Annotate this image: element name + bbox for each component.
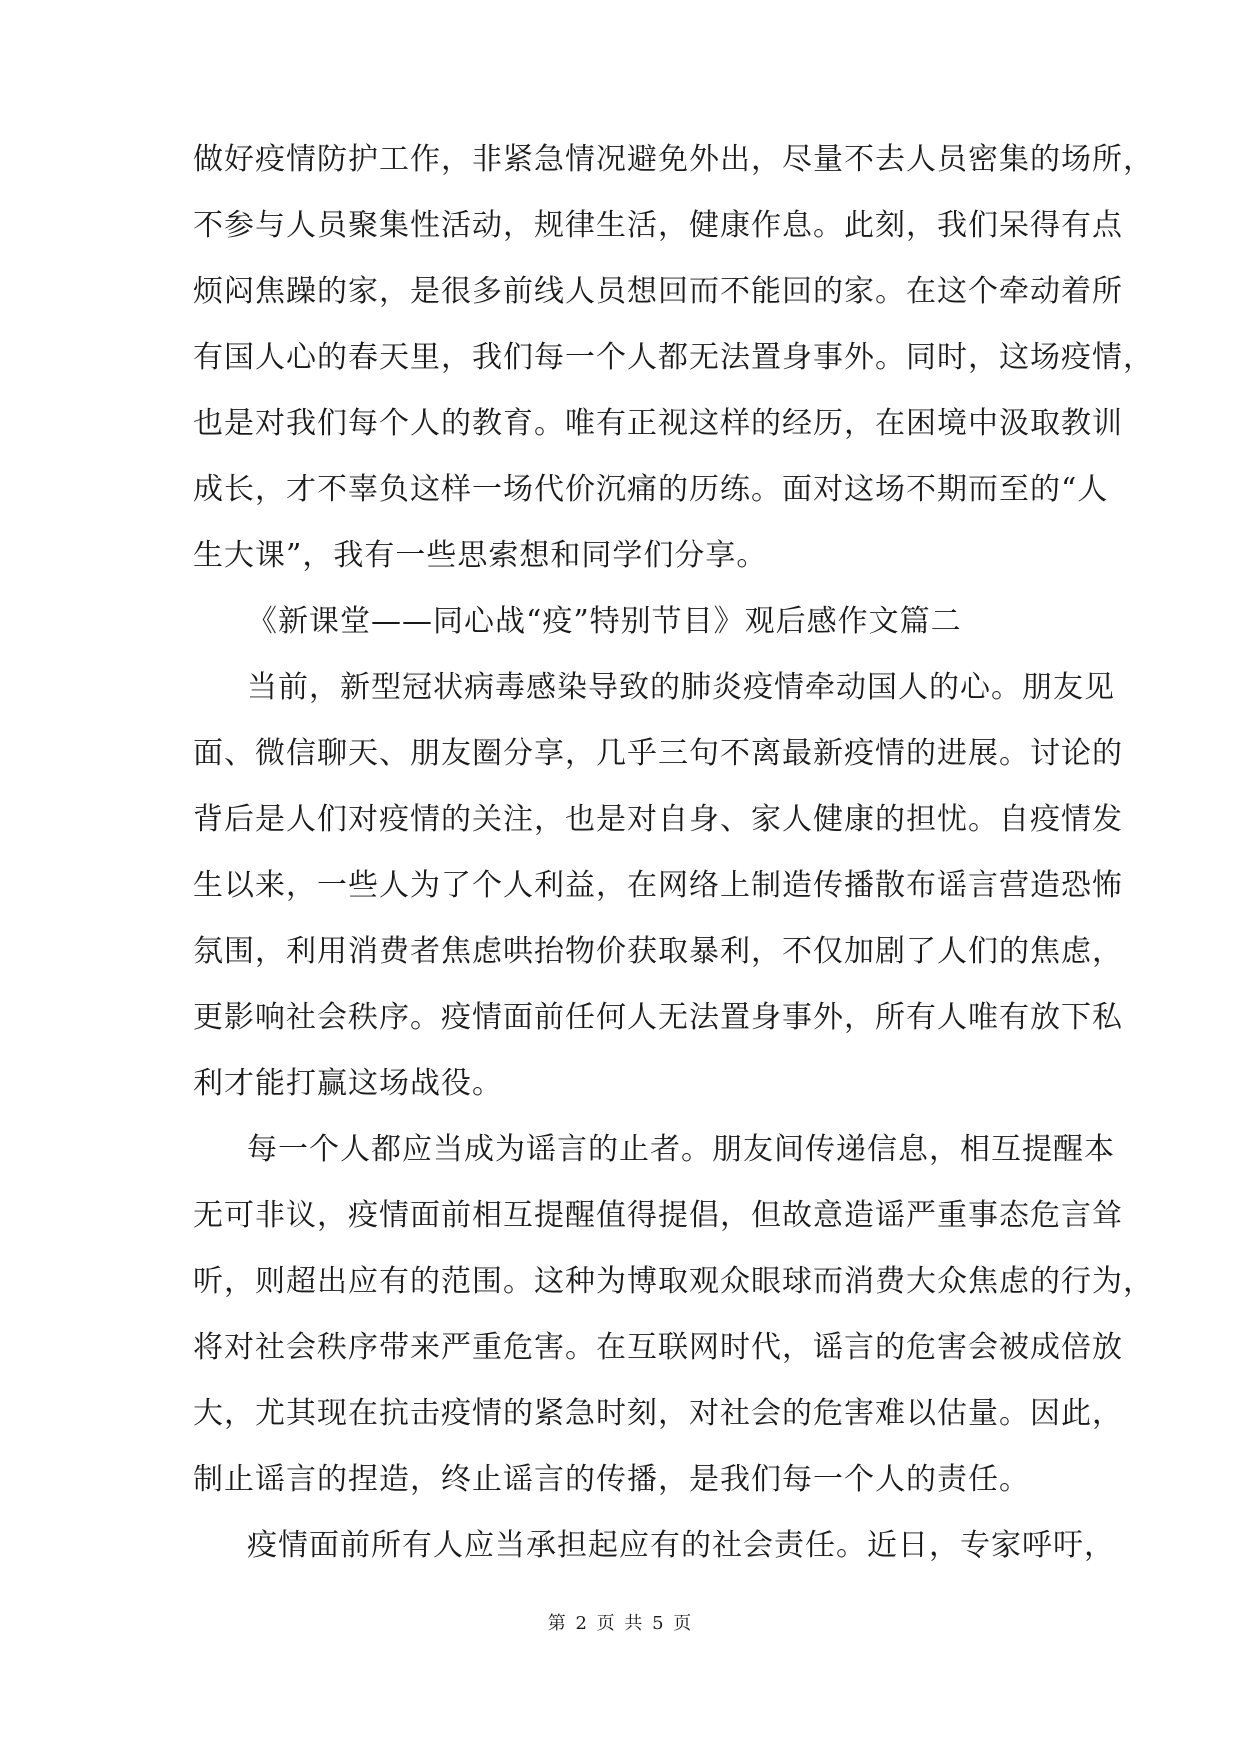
text-line: 有国人心的春天里，我们每一个人都无法置身事外。同时，这场疫情，: [193, 340, 1154, 375]
text-line: 成长，才不辜负这样一场代价沉痛的历练。面对这场不期而至的“人: [193, 472, 1109, 507]
text-line: 也是对我们每个人的教育。唯有正视这样的经历，在困境中汲取教训: [193, 406, 1123, 441]
text-line: 将对社会秩序带来严重危害。在互联网时代，谣言的危害会被成倍放: [193, 1330, 1123, 1365]
text-line: 烦闷焦躁的家，是很多前线人员想回而不能回的家。在这个牵动着所: [193, 274, 1123, 309]
text-line: 生大课”，我有一些思索想和同学们分享。: [193, 538, 768, 573]
page-number: 第 2 页 共 5 页: [547, 1613, 694, 1634]
text-line: 每一个人都应当成为谣言的止者。朋友间传递信息，相互提醒本: [247, 1132, 1115, 1167]
text-line: 利才能打赢这场战役。: [193, 1066, 503, 1101]
text-line: 面、微信聊天、朋友圈分享，几乎三句不离最新疫情的进展。讨论的: [193, 736, 1123, 771]
text-line: 生以来，一些人为了个人利益，在网络上制造传播散布谣言营造恐怖: [193, 868, 1123, 903]
text-line: 不参与人员聚集性活动，规律生活，健康作息。此刻，我们呆得有点: [193, 208, 1123, 243]
text-line: 背后是人们对疫情的关注，也是对自身、家人健康的担忧。自疫情发: [193, 802, 1123, 837]
text-line: 大，尤其现在抗击疫情的紧急时刻，对社会的危害难以估量。因此，: [193, 1396, 1123, 1431]
text-line: 听，则超出应有的范围。这种为博取观众眼球而消费大众焦虑的行为，: [193, 1264, 1154, 1299]
text-line: 制止谣言的捏造，终止谣言的传播，是我们每一个人的责任。: [193, 1462, 1030, 1497]
text-line: 氛围，利用消费者焦虑哄抬物价获取暴利，不仅加剧了人们的焦虑，: [193, 934, 1123, 969]
section-heading: 《新课堂——同心战“疫”特别节目》观后感作文篇二: [247, 604, 962, 639]
text-line: 疫情面前所有人应当承担起应有的社会责任。近日，专家呼吁，: [247, 1528, 1115, 1563]
text-line: 当前，新型冠状病毒感染导致的肺炎疫情牵动国人的心。朋友见: [247, 670, 1115, 705]
text-line: 更影响社会秩序。疫情面前任何人无法置身事外，所有人唯有放下私: [193, 1000, 1123, 1035]
text-line: 无可非议，疫情面前相互提醒值得提倡，但故意造谣严重事态危言耸: [193, 1198, 1123, 1233]
text-line: 做好疫情防护工作，非紧急情况避免外出，尽量不去人员密集的场所，: [193, 142, 1154, 177]
